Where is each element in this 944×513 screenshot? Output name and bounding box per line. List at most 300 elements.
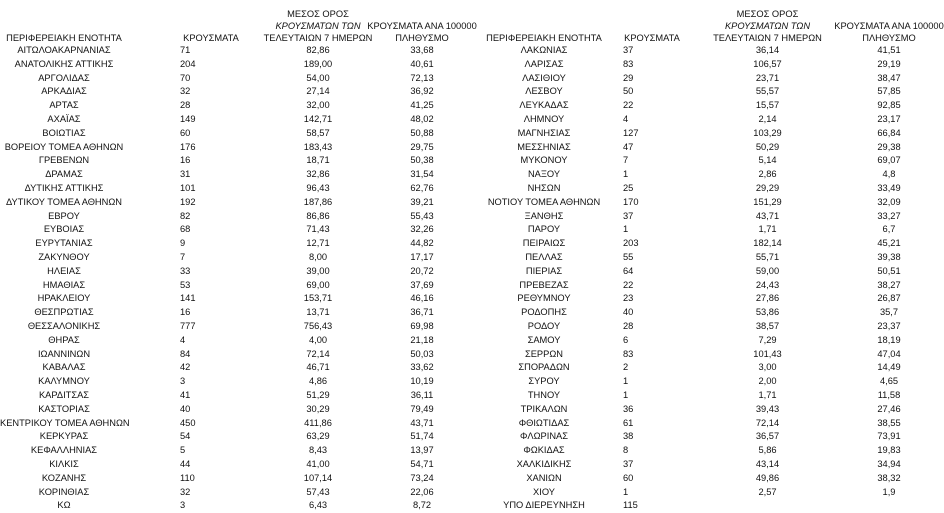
mean-7day-value: 13,71 bbox=[306, 307, 330, 318]
region-name: ΑΡΚΑΔΙΑΣ bbox=[41, 86, 87, 97]
per-100k-value: 19,83 bbox=[877, 445, 901, 456]
cases-value: 101 bbox=[180, 182, 196, 193]
cases-value: 71 bbox=[180, 45, 191, 55]
table-row bbox=[475, 417, 944, 431]
table-row bbox=[0, 334, 475, 348]
mean-7day-value: 63,29 bbox=[306, 431, 330, 442]
table-header bbox=[0, 0, 475, 44]
table-row bbox=[0, 85, 475, 99]
cases-value: 37 bbox=[623, 45, 634, 55]
region-name: ΛΗΜΝΟΥ bbox=[523, 113, 565, 124]
region-name: ΔΥΤΙΚΟΥ ΤΟΜΕΑ ΑΘΗΝΩΝ bbox=[5, 196, 123, 207]
region-name: ΚΑΣΤΟΡΙΑΣ bbox=[38, 403, 90, 414]
cases-value: 170 bbox=[623, 196, 639, 207]
header-region: ΠΕΡΙΦΕΡΕΙΑΚΗ ΕΝΟΤΗΤΑ bbox=[6, 33, 122, 43]
mean-7day-value: 15,57 bbox=[755, 100, 780, 111]
cases-value: 28 bbox=[180, 100, 191, 111]
region-name: ΧΙΟΥ bbox=[533, 486, 555, 497]
mean-7day-value: 2,00 bbox=[758, 376, 777, 387]
per-100k-value: 66,84 bbox=[877, 127, 901, 138]
cases-value: 42 bbox=[180, 362, 191, 373]
region-name: ΒΟΡΕΙΟΥ ΤΟΜΕΑ ΑΘΗΝΩΝ bbox=[4, 141, 124, 152]
mean-7day-value: 106,57 bbox=[753, 58, 782, 69]
table-row bbox=[0, 499, 475, 513]
cases-value: 29 bbox=[623, 72, 634, 83]
header-mean-line2: ΚΡΟΥΣΜΑΤΩΝ ΤΩΝ bbox=[724, 21, 811, 31]
per-100k-value: 13,97 bbox=[410, 445, 434, 456]
table-row bbox=[475, 486, 944, 500]
mean-7day-value: 2,14 bbox=[758, 113, 777, 124]
region-name: ΣΥΡΟΥ bbox=[528, 376, 560, 387]
region-name: ΜΑΓΝΗΣΙΑΣ bbox=[517, 127, 571, 138]
per-100k-value: 73,91 bbox=[877, 431, 901, 442]
mean-7day-value: 3,00 bbox=[758, 362, 777, 373]
region-name: ΕΒΡΟΥ bbox=[48, 210, 80, 221]
cases-value: 2 bbox=[623, 362, 629, 373]
mean-7day-value: 30,29 bbox=[306, 403, 330, 414]
mean-7day-value: 5,86 bbox=[758, 445, 777, 456]
cases-value: 22 bbox=[623, 279, 634, 290]
mean-7day-value: 107,14 bbox=[303, 472, 333, 483]
per-100k-value: 48,02 bbox=[410, 113, 434, 124]
table-row bbox=[0, 141, 475, 155]
table-row bbox=[475, 127, 944, 141]
table-row bbox=[475, 430, 944, 444]
per-100k-value: 4,65 bbox=[879, 376, 899, 387]
header-mean-line3: ΤΕΛΕΥΤΑΙΩΝ 7 ΗΜΕΡΩΝ bbox=[263, 33, 373, 43]
region-name: ΚΙΛΚΙΣ bbox=[49, 458, 79, 469]
mean-7day-value: 756,43 bbox=[303, 320, 333, 331]
cases-value: 450 bbox=[180, 417, 196, 428]
region-name: ΖΑΚΥΝΘΟΥ bbox=[38, 251, 90, 262]
table-row bbox=[475, 210, 944, 224]
table-row bbox=[475, 85, 944, 99]
mean-7day-value: 5,14 bbox=[758, 155, 777, 166]
mean-7day-value: 53,86 bbox=[755, 307, 780, 318]
table-row bbox=[0, 223, 475, 237]
mean-7day-value: 1,71 bbox=[758, 224, 777, 235]
cases-value: 16 bbox=[180, 307, 191, 318]
mean-7day-value: 71,43 bbox=[306, 224, 330, 235]
cases-value: 84 bbox=[180, 348, 191, 359]
cases-value: 83 bbox=[623, 348, 634, 359]
cases-value: 33 bbox=[180, 265, 191, 276]
cases-value: 37 bbox=[623, 458, 634, 469]
per-100k-value: 50,51 bbox=[877, 265, 901, 276]
table-row bbox=[0, 99, 475, 113]
region-name: ΞΑΝΘΗΣ bbox=[524, 210, 564, 221]
cases-value: 777 bbox=[180, 320, 196, 331]
cases-value: 32 bbox=[180, 86, 191, 97]
mean-7day-value: 57,43 bbox=[306, 486, 330, 497]
table-row bbox=[475, 196, 944, 210]
per-100k-value: 38,27 bbox=[877, 279, 901, 290]
region-name: ΑΧΑΪΑΣ bbox=[47, 113, 81, 124]
header-mean-line2: ΚΡΟΥΣΜΑΤΩΝ ΤΩΝ bbox=[275, 21, 361, 31]
table-row bbox=[475, 403, 944, 417]
table-row bbox=[475, 472, 944, 486]
table-row bbox=[475, 168, 944, 182]
mean-7day-value: 7,29 bbox=[758, 334, 777, 345]
cases-value: 1 bbox=[623, 486, 629, 497]
region-name: ΤΗΝΟΥ bbox=[527, 389, 561, 400]
region-name: ΛΕΥΚΑΔΑΣ bbox=[519, 100, 569, 111]
region-name: ΘΕΣΠΡΩΤΙΑΣ bbox=[34, 307, 94, 318]
cases-value: 1 bbox=[623, 169, 629, 180]
region-name: ΡΟΔΟΠΗΣ bbox=[521, 307, 567, 318]
mean-7day-value: 101,43 bbox=[753, 348, 782, 359]
per-100k-value: 22,06 bbox=[410, 486, 434, 497]
mean-7day-value: 2,57 bbox=[758, 486, 777, 497]
mean-7day-value: 58,57 bbox=[306, 127, 330, 138]
cases-value: 3 bbox=[180, 376, 186, 387]
per-100k-value: 32,09 bbox=[877, 196, 901, 207]
region-name: ΓΡΕΒΕΝΩΝ bbox=[38, 155, 90, 166]
per-100k-value: 51,74 bbox=[410, 431, 434, 442]
per-100k-value: 33,27 bbox=[877, 210, 901, 221]
table-row bbox=[0, 361, 475, 375]
table-row bbox=[0, 154, 475, 168]
table-row bbox=[0, 444, 475, 458]
mean-7day-value: 12,71 bbox=[306, 238, 330, 249]
header-mean-line1: ΜΕΣΟΣ ΟΡΟΣ bbox=[736, 9, 799, 19]
region-name: ΚΩ bbox=[57, 500, 71, 511]
mean-7day-value: 32,00 bbox=[306, 100, 330, 111]
cases-value: 53 bbox=[180, 279, 191, 290]
cases-value: 28 bbox=[623, 320, 634, 331]
cases-value: 32 bbox=[180, 486, 191, 497]
region-name: ΙΩΑΝΝΙΝΩΝ bbox=[37, 348, 91, 359]
per-100k-value: 36,71 bbox=[410, 307, 434, 318]
mean-7day-value: 72,14 bbox=[755, 417, 780, 428]
per-100k-value: 32,26 bbox=[410, 224, 434, 235]
cases-value: 16 bbox=[180, 155, 191, 166]
per-100k-value: 38,32 bbox=[877, 472, 901, 483]
mean-7day-value: 29,29 bbox=[755, 182, 780, 193]
cases-value: 40 bbox=[180, 403, 191, 414]
table-row bbox=[0, 210, 475, 224]
table-row bbox=[0, 168, 475, 182]
per-100k-value: 36,11 bbox=[410, 389, 434, 400]
region-name: ΚΟΡΙΝΘΙΑΣ bbox=[38, 486, 90, 497]
per-100k-value: 18,19 bbox=[877, 334, 901, 345]
region-name: ΦΛΩΡΙΝΑΣ bbox=[519, 431, 569, 442]
region-name: ΔΥΤΙΚΗΣ ΑΤΤΙΚΗΣ bbox=[24, 182, 104, 193]
table-row bbox=[475, 141, 944, 155]
header-per-line2: ΠΛΗΘΥΣΜΟ bbox=[395, 33, 449, 43]
per-100k-value: 37,69 bbox=[410, 279, 434, 290]
region-name: ΗΛΕΙΑΣ bbox=[47, 265, 81, 276]
table-row bbox=[475, 237, 944, 251]
region-name: ΝΗΣΩΝ bbox=[527, 182, 561, 193]
region-name: ΗΜΑΘΙΑΣ bbox=[42, 279, 86, 290]
per-100k-value: 46,16 bbox=[410, 293, 434, 304]
mean-7day-value: 8,00 bbox=[308, 251, 328, 262]
region-name: ΑΙΤΩΛΟΑΚΑΡΝΑΝΙΑΣ bbox=[17, 45, 111, 55]
cases-value: 36 bbox=[623, 403, 634, 414]
per-100k-value: 36,92 bbox=[410, 86, 434, 97]
mean-7day-value: 23,71 bbox=[755, 72, 780, 83]
region-name: ΦΘΙΩΤΙΔΑΣ bbox=[518, 417, 570, 428]
cases-value: 8 bbox=[623, 445, 629, 456]
per-100k-value: 27,46 bbox=[877, 403, 901, 414]
per-100k-value: 92,85 bbox=[877, 100, 901, 111]
mean-7day-value: 103,29 bbox=[753, 127, 782, 138]
per-100k-value: 29,38 bbox=[877, 141, 901, 152]
cases-value: 115 bbox=[623, 500, 638, 511]
cases-value: 110 bbox=[180, 472, 195, 483]
region-name: ΚΟΖΑΝΗΣ bbox=[41, 472, 87, 483]
cases-value: 41 bbox=[180, 389, 191, 400]
header-mean-line1: ΜΕΣΟΣ ΟΡΟΣ bbox=[287, 9, 349, 19]
cases-value: 25 bbox=[623, 182, 634, 193]
per-100k-value: 29,19 bbox=[877, 58, 901, 69]
mean-7day-value: 27,86 bbox=[755, 293, 780, 304]
cases-value: 176 bbox=[180, 141, 196, 152]
region-name: ΠΡΕΒΕΖΑΣ bbox=[519, 279, 569, 290]
table-row bbox=[0, 417, 475, 431]
cases-value: 204 bbox=[180, 58, 196, 69]
table-row bbox=[475, 375, 944, 389]
cases-value: 192 bbox=[180, 196, 196, 207]
per-100k-value: 20,72 bbox=[410, 265, 434, 276]
mean-7day-value: 8,43 bbox=[308, 445, 328, 456]
mean-7day-value: 187,86 bbox=[303, 196, 333, 207]
mean-7day-value: 39,43 bbox=[755, 403, 780, 414]
table-row bbox=[0, 44, 475, 58]
header-per-line1: ΚΡΟΥΣΜΑΤΑ ΑΝΑ 100000 bbox=[834, 21, 944, 31]
cases-value: 37 bbox=[623, 210, 634, 221]
table-row bbox=[475, 444, 944, 458]
table-row bbox=[475, 361, 944, 375]
per-100k-value: 57,85 bbox=[877, 86, 901, 97]
cases-value: 44 bbox=[180, 458, 191, 469]
table-body bbox=[0, 44, 475, 513]
cases-value: 141 bbox=[180, 293, 196, 304]
region-name: ΡΟΔΟΥ bbox=[527, 320, 561, 331]
per-100k-value: 31,54 bbox=[410, 169, 434, 180]
table-row bbox=[0, 348, 475, 362]
cases-value: 203 bbox=[623, 238, 639, 249]
table-row bbox=[0, 403, 475, 417]
region-name: ΛΑΡΙΣΑΣ bbox=[524, 58, 564, 69]
per-100k-value: 14,49 bbox=[877, 362, 901, 373]
region-name: ΣΑΜΟΥ bbox=[527, 334, 561, 345]
region-name: ΛΑΣΙΘΙΟΥ bbox=[522, 72, 566, 83]
region-name: ΚΕΝΤΡΙΚΟΥ ΤΟΜΕΑ ΑΘΗΝΩΝ bbox=[0, 417, 130, 428]
mean-7day-value: 82,86 bbox=[306, 45, 330, 55]
cases-value: 31 bbox=[180, 169, 191, 180]
table-row bbox=[0, 237, 475, 251]
table-row bbox=[475, 265, 944, 279]
table-row bbox=[475, 499, 944, 513]
cases-value: 60 bbox=[623, 472, 634, 483]
table-row bbox=[475, 113, 944, 127]
region-name: ΛΕΣΒΟΥ bbox=[525, 86, 563, 97]
region-name: ΠΕΛΛΑΣ bbox=[525, 251, 563, 262]
table-row bbox=[475, 72, 944, 86]
region-name: ΘΗΡΑΣ bbox=[48, 334, 80, 345]
cases-value: 50 bbox=[623, 86, 634, 97]
mean-7day-value: 43,71 bbox=[755, 210, 780, 221]
region-name: ΦΩΚΙΔΑΣ bbox=[523, 445, 565, 456]
per-100k-value: 40,61 bbox=[410, 58, 434, 69]
per-100k-value: 43,71 bbox=[410, 417, 434, 428]
mean-7day-value: 39,00 bbox=[306, 265, 330, 276]
cases-value: 1 bbox=[623, 376, 629, 387]
table-row bbox=[475, 251, 944, 265]
per-100k-value: 26,87 bbox=[877, 293, 901, 304]
table-header bbox=[475, 0, 944, 44]
per-100k-value: 50,38 bbox=[410, 155, 434, 166]
table-row bbox=[475, 306, 944, 320]
mean-7day-value: 2,86 bbox=[758, 169, 777, 180]
table-row bbox=[0, 265, 475, 279]
per-100k-value: 73,24 bbox=[410, 472, 434, 483]
cases-value: 54 bbox=[180, 431, 191, 442]
header-cases: ΚΡΟΥΣΜΑΤΑ bbox=[183, 33, 239, 43]
per-100k-value: 1,9 bbox=[882, 486, 896, 497]
per-100k-value: 23,37 bbox=[877, 320, 901, 331]
mean-7day-value: 4,86 bbox=[308, 376, 328, 387]
region-name: ΗΡΑΚΛΕΙΟΥ bbox=[37, 293, 91, 304]
cases-value: 9 bbox=[180, 238, 186, 249]
region-name: ΥΠΟ ΔΙΕΡΕΥΝΗΣΗ bbox=[503, 500, 585, 511]
per-100k-value: 54,71 bbox=[410, 458, 434, 469]
cases-value: 149 bbox=[180, 113, 196, 124]
table-row bbox=[0, 127, 475, 141]
mean-7day-value: 411,86 bbox=[304, 417, 332, 428]
mean-7day-value: 142,71 bbox=[303, 113, 333, 124]
table-row bbox=[0, 292, 475, 306]
mean-7day-value: 49,86 bbox=[755, 472, 780, 483]
per-100k-value: 6,7 bbox=[882, 224, 896, 235]
per-100k-value: 41,51 bbox=[877, 45, 901, 55]
cases-value: 3 bbox=[180, 500, 186, 511]
region-name: ΤΡΙΚΑΛΩΝ bbox=[520, 403, 568, 414]
region-name: ΘΕΣΣΑΛΟΝΙΚΗΣ bbox=[27, 320, 101, 331]
mean-7day-value: 182,14 bbox=[753, 238, 782, 249]
cases-value: 55 bbox=[623, 251, 634, 262]
table-row bbox=[475, 320, 944, 334]
region-name: ΚΑΡΔΙΤΣΑΣ bbox=[38, 389, 90, 400]
cases-value: 47 bbox=[623, 141, 634, 152]
region-name: ΕΥΡΥΤΑΝΙΑΣ bbox=[35, 238, 93, 249]
mean-7day-value: 55,57 bbox=[755, 86, 780, 97]
per-100k-value: 39,38 bbox=[877, 251, 901, 262]
region-name: ΑΝΑΤΟΛΙΚΗΣ ΑΤΤΙΚΗΣ bbox=[14, 58, 114, 69]
region-name: ΑΡΓΟΛΙΔΑΣ bbox=[38, 72, 90, 83]
mean-7day-value: 41,00 bbox=[306, 458, 330, 469]
header-region: ΠΕΡΙΦΕΡΕΙΑΚΗ ΕΝΟΤΗΤΑ bbox=[486, 33, 602, 43]
region-name: ΚΕΡΚΥΡΑΣ bbox=[39, 431, 89, 442]
table-row bbox=[475, 458, 944, 472]
mean-7day-value: 24,43 bbox=[755, 279, 780, 290]
mean-7day-value: 32,86 bbox=[306, 169, 330, 180]
per-100k-value: 69,07 bbox=[877, 155, 901, 166]
region-name: ΡΕΘΥΜΝΟΥ bbox=[517, 293, 571, 304]
table-row bbox=[0, 279, 475, 293]
table-row bbox=[0, 196, 475, 210]
table-row bbox=[475, 389, 944, 403]
per-100k-value: 33,68 bbox=[410, 45, 434, 55]
table-row bbox=[0, 72, 475, 86]
region-name: ΕΥΒΟΙΑΣ bbox=[43, 224, 85, 235]
mean-7day-value: 46,71 bbox=[306, 362, 330, 373]
cases-value: 4 bbox=[623, 113, 629, 124]
per-100k-value: 34,94 bbox=[877, 458, 901, 469]
cases-value: 70 bbox=[180, 72, 191, 83]
cases-value: 6 bbox=[623, 334, 629, 345]
per-100k-value: 35,7 bbox=[879, 307, 899, 318]
cases-value: 23 bbox=[623, 293, 634, 304]
cases-value: 7 bbox=[180, 251, 186, 262]
region-name: ΒΟΙΩΤΙΑΣ bbox=[42, 127, 86, 138]
mean-7day-value: 6,43 bbox=[308, 500, 328, 511]
mean-7day-value: 151,29 bbox=[753, 196, 782, 207]
region-name: ΜΥΚΟΝΟΥ bbox=[520, 155, 568, 166]
table-row bbox=[475, 44, 944, 58]
cases-value: 1 bbox=[623, 224, 629, 235]
mean-7day-value: 86,86 bbox=[306, 210, 330, 221]
cases-value: 61 bbox=[623, 417, 634, 428]
header-mean-line3: ΤΕΛΕΥΤΑΙΩΝ 7 ΗΜΕΡΩΝ bbox=[713, 33, 822, 43]
per-100k-value: 47,04 bbox=[877, 348, 901, 359]
mean-7day-value: 50,29 bbox=[755, 141, 780, 152]
per-100k-value: 62,76 bbox=[410, 182, 434, 193]
cases-value: 64 bbox=[623, 265, 634, 276]
table-right bbox=[475, 0, 944, 511]
region-name: ΛΑΚΩΝΙΑΣ bbox=[520, 45, 568, 55]
mean-7day-value: 153,71 bbox=[303, 293, 333, 304]
mean-7day-value: 38,57 bbox=[755, 320, 780, 331]
cases-value: 127 bbox=[623, 127, 639, 138]
region-name: ΠΕΙΡΑΙΩΣ bbox=[522, 238, 566, 249]
per-100k-value: 10,19 bbox=[410, 376, 434, 387]
table-row bbox=[0, 251, 475, 265]
table-body bbox=[475, 44, 944, 513]
table-row bbox=[0, 430, 475, 444]
table-row bbox=[0, 486, 475, 500]
cases-value: 82 bbox=[180, 210, 191, 221]
table-row bbox=[0, 389, 475, 403]
mean-7day-value: 183,43 bbox=[303, 141, 333, 152]
mean-7day-value: 4,00 bbox=[308, 334, 328, 345]
per-100k-value: 21,18 bbox=[410, 334, 434, 345]
per-100k-value: 33,49 bbox=[877, 182, 901, 193]
per-100k-value: 11,58 bbox=[877, 389, 901, 400]
mean-7day-value: 1,71 bbox=[758, 389, 777, 400]
table-row bbox=[475, 154, 944, 168]
region-name: ΜΕΣΣΗΝΙΑΣ bbox=[517, 141, 571, 152]
per-100k-value: 8,72 bbox=[412, 500, 432, 511]
mean-7day-value: 18,71 bbox=[306, 155, 330, 166]
region-name: ΣΕΡΡΩΝ bbox=[524, 348, 563, 359]
region-name: ΑΡΤΑΣ bbox=[49, 100, 79, 111]
per-100k-value: 38,47 bbox=[877, 72, 901, 83]
region-name: ΠΑΡΟΥ bbox=[527, 224, 561, 235]
table-row bbox=[0, 472, 475, 486]
cases-value: 38 bbox=[623, 431, 634, 442]
mean-7day-value: 72,14 bbox=[306, 348, 330, 359]
table-row bbox=[0, 375, 475, 389]
header-per-line2: ΠΛΗΘΥΣΜΟ bbox=[862, 33, 916, 43]
per-100k-value: 50,03 bbox=[410, 348, 434, 359]
table-row bbox=[0, 306, 475, 320]
per-100k-value: 41,25 bbox=[410, 100, 434, 111]
table-row bbox=[0, 182, 475, 196]
mean-7day-value: 36,14 bbox=[755, 45, 780, 55]
